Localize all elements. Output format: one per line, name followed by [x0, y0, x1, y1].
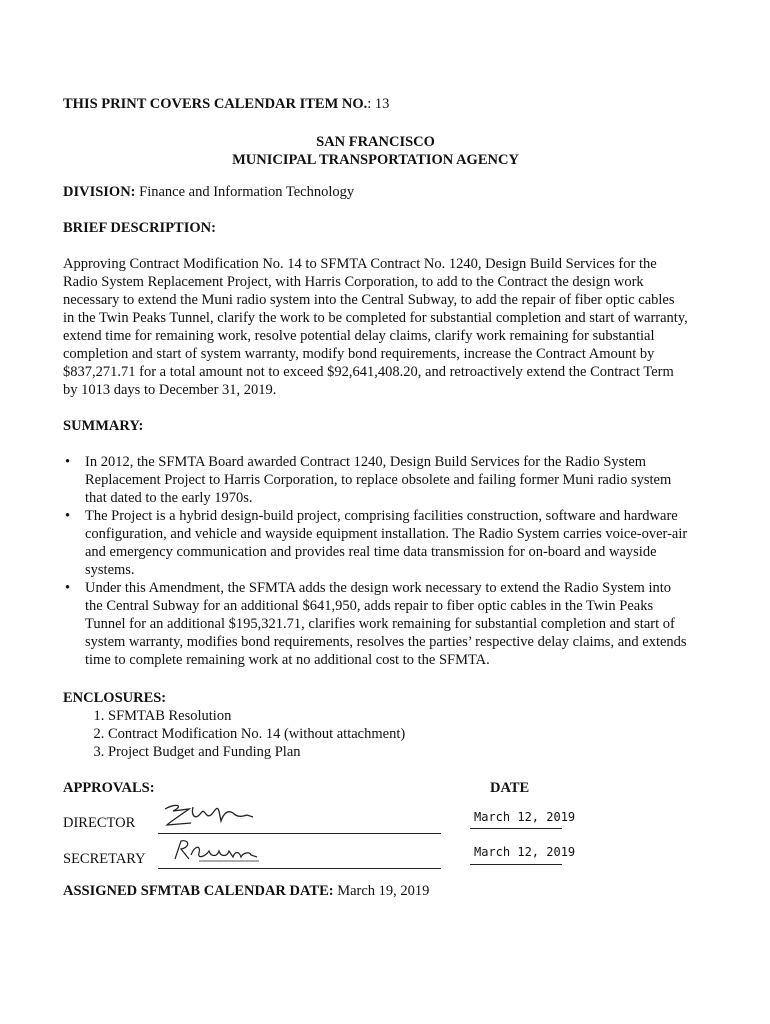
enclosure-item: 3. Project Budget and Funding Plan: [108, 743, 688, 761]
secretary-signature: [169, 837, 265, 865]
director-date-line: [470, 827, 562, 829]
summary-item: [65, 579, 688, 669]
bullet-icon: •: [65, 508, 71, 524]
bullet-icon: •: [65, 580, 71, 596]
calendar-item-line: [63, 95, 688, 113]
secretary-label: SECRETARY: [63, 851, 146, 867]
document-page: [63, 95, 688, 899]
calendar-item-number: : 13: [367, 96, 390, 112]
agency-line-2: MUNICIPAL TRANSPORTATION AGENCY: [232, 152, 519, 168]
summary-list: [63, 453, 688, 669]
assigned-calendar-date-label: ASSIGNED SFMTAB CALENDAR DATE:: [63, 883, 334, 899]
summary-item: [65, 507, 688, 579]
enclosures-list: [63, 707, 688, 761]
secretary-date: March 12, 2019: [474, 845, 576, 859]
agency-line-1: SAN FRANCISCO: [316, 134, 435, 150]
director-signature: [161, 799, 261, 831]
brief-description-heading: BRIEF DESCRIPTION:: [63, 220, 216, 236]
bullet-icon: •: [65, 454, 71, 470]
director-label: DIRECTOR: [63, 815, 136, 831]
division-line: [63, 183, 688, 201]
agency-name: [63, 133, 688, 169]
enclosures-heading: ENCLOSURES:: [63, 690, 167, 706]
summary-item: [65, 453, 688, 507]
enclosure-item: 2. Contract Modification No. 14 (without attachment): [108, 725, 688, 743]
enclosure-item: 1. SFMTAB Resolution: [108, 707, 688, 725]
division-label: DIVISION:: [63, 184, 136, 200]
summary-item-text: In 2012, the SFMTA Board awarded Contract 1240, Design Build Services for the Radio System Replacement Project to Harris Corporation, to replace obsolete and failing former Muni radio system that dated to the early 1970s.: [85, 454, 672, 506]
brief-description-text: Approving Contract Modification No. 14 to SFMTA Contract No. 1240, Design Build Services for the Radio System Replacement Project, with Harris Corporation, to add to the Contract the design work necessary to extend the Muni radio system into the Central Subway, to add the repair of fiber optic cables in the Twin Peaks Tunnel, clarify the work to be completed for substantial completion and start of warranty, extend time for remaining work, resolve potential delay claims, clarify work remaining for substantial completion and start of system warranty, modify bond requirements, increase the Contract Amount by $837,271.71 for a total amount not to exceed $92,641,408.20, and retroactively extend the Contract Term by 1013 days to December 31, 2019.: [63, 256, 688, 398]
date-heading: DATE: [490, 780, 530, 796]
secretary-date-line: [470, 863, 562, 865]
assigned-calendar-date-line: [63, 882, 429, 900]
calendar-item-label: THIS PRINT COVERS CALENDAR ITEM NO.: [63, 96, 368, 112]
approvals-heading: APPROVALS:: [63, 780, 155, 796]
director-date: March 12, 2019: [474, 810, 576, 824]
summary-heading: SUMMARY:: [63, 418, 144, 434]
approvals-section: [63, 779, 688, 899]
summary-item-text: Under this Amendment, the SFMTA adds the design work necessary to extend the Radio System into the Central Subway for an additional $641,950, adds repair to fiber optic cables in the Twin Peaks Tunnel for an additional $195,321.71, clarifies work remaining for substantial completion and start of system warranty, modifies bond requirements, resolves the parties’ respective delay claims, and extends time to complete remaining work at no additional cost to the SFMTA.: [85, 580, 687, 668]
summary-item-text: The Project is a hybrid design-build project, comprising facilities construction, software and hardware configuration, and vehicle and wayside equipment installation. The Radio System carries voice-over-air and emergency communication and provides real time data transmission for on-board and wayside systems.: [85, 508, 688, 578]
assigned-calendar-date-value: March 19, 2019: [333, 883, 430, 899]
secretary-signature-line: [158, 867, 441, 869]
director-signature-line: [158, 832, 441, 834]
division-value: Finance and Information Technology: [135, 184, 355, 200]
